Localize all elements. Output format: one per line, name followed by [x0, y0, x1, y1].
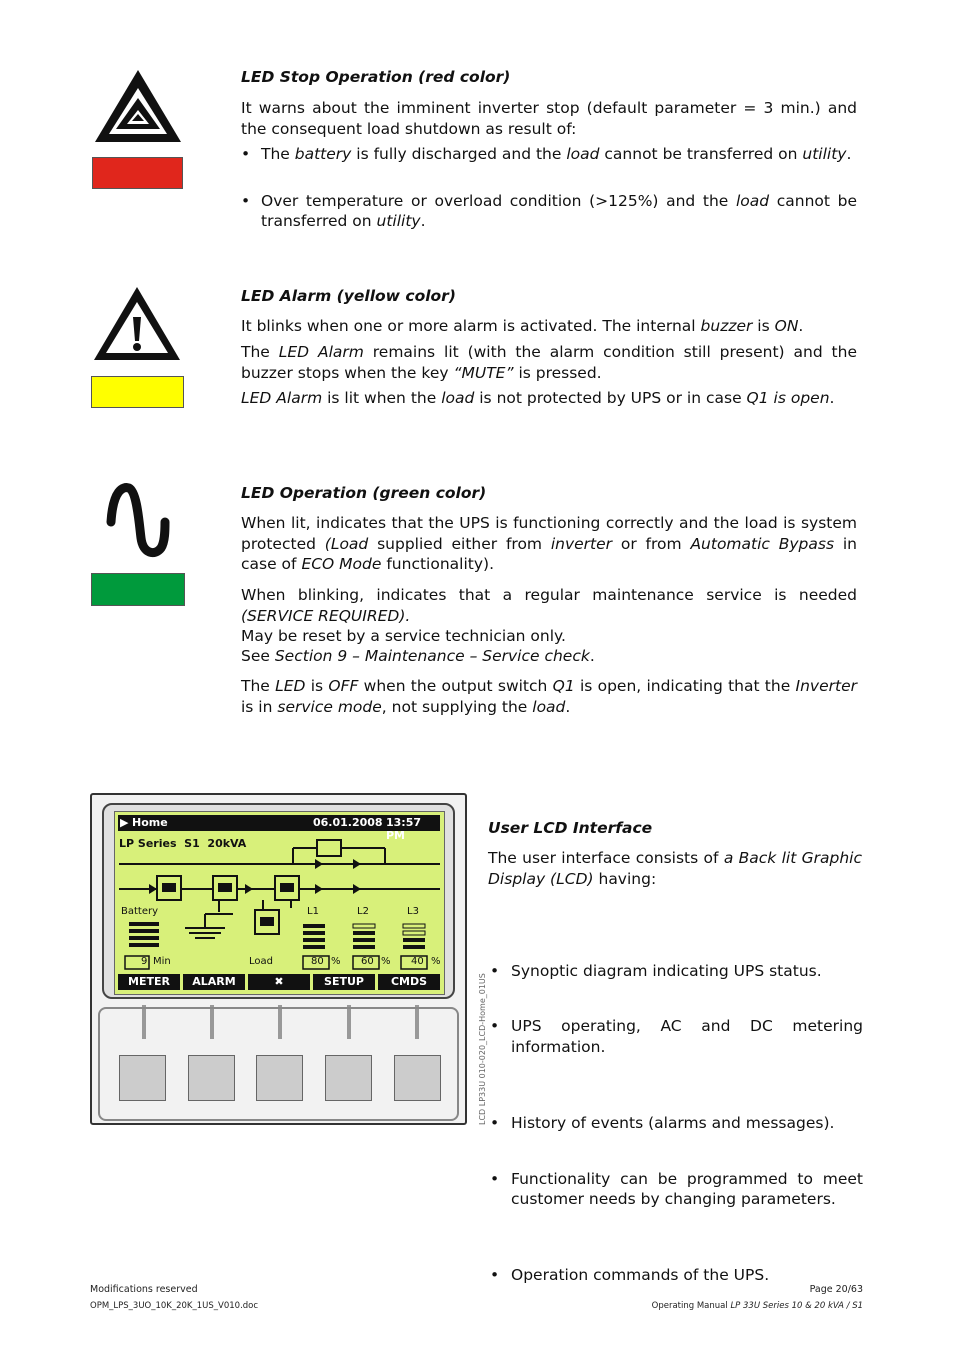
lcd-time: 13:57 PM: [386, 816, 422, 842]
alarm-exclamation-icon: [92, 285, 182, 362]
softkey-alarm: ALARM: [183, 974, 245, 990]
lcd-bullet-2: • UPS operating, AC and DC metering information.: [490, 1016, 863, 1057]
lcd-bullet-3: • History of events (alarms and messages).: [490, 1113, 863, 1134]
softkey-meter: METER: [118, 974, 180, 990]
green-led-swatch: [91, 573, 185, 606]
lcd-load1-unit: %: [331, 956, 341, 967]
lcd-load3-value: 40: [411, 956, 424, 967]
lcd-screen: [114, 811, 445, 995]
lcd-unit: S1: [184, 837, 200, 850]
lcd-l3-label: L3: [407, 906, 419, 917]
red-led-swatch: [92, 157, 183, 189]
lcd-key-1[interactable]: [119, 1055, 166, 1101]
alarm-paragraph-3: LED Alarm is lit when the load is not protected by UPS or in case Q1 is open.: [241, 389, 835, 407]
lcd-minutes-value: 9: [141, 956, 148, 967]
lcd-rating: 20kVA: [207, 837, 247, 850]
lcd-figure-caption: LCD LP33U 010-020_LCD-Home_01US: [478, 973, 487, 1125]
lcd-l2-label: L2: [357, 906, 369, 917]
operation-paragraph-2: When blinking, indicates that a regular maintenance service is needed (SERVICE REQUIRED).: [241, 586, 857, 625]
lcd-min-unit: Min: [153, 956, 171, 967]
stop-heading: LED Stop Operation (red color): [241, 68, 511, 86]
footer-filename: OPM_LPS_3UO_10K_20K_1US_V010.doc: [90, 1301, 259, 1311]
alarm-heading: LED Alarm (yellow color): [241, 287, 456, 305]
stop-warning-icon: [93, 68, 183, 144]
lcd-load1-value: 80: [311, 956, 324, 967]
lcd-bullet-1: • Synoptic diagram indicating UPS status.: [490, 961, 863, 982]
operation-paragraph-4: See Section 9 – Maintenance – Service check.: [241, 647, 595, 665]
lcd-key-2[interactable]: [188, 1055, 235, 1101]
lcd-load2-value: 60: [361, 956, 374, 967]
stop-bullet-2: • Over temperature or overload condition (>125%) and the load cannot be transferred on utility.: [241, 191, 857, 232]
lcd-home-label: Home: [132, 816, 168, 829]
mute-speaker-icon: ✖: [274, 975, 284, 988]
operation-paragraph-3: May be reset by a service technician only.: [241, 627, 566, 645]
alarm-paragraph-2: The LED Alarm remains lit (with the alarm condition still present) and the buzzer stops when the key “MUTE” is pressed.: [241, 343, 857, 382]
lcd-key-4[interactable]: [325, 1055, 372, 1101]
lcd-load-label: Load: [249, 956, 273, 967]
lcd-l1-label: L1: [307, 906, 319, 917]
footer-modifications: Modifications reserved: [90, 1284, 198, 1295]
lcd-key-3[interactable]: [256, 1055, 303, 1101]
stop-bullet-1: • The battery is fully discharged and the load cannot be transferred on utility.: [241, 144, 857, 165]
lcd-panel-figure: [90, 793, 467, 1125]
home-arrow-icon: ▶: [120, 816, 129, 829]
lcd-load2-unit: %: [381, 956, 391, 967]
lcd-key-5[interactable]: [394, 1055, 441, 1101]
footer-manual-title: Operating Manual LP 33U Series 10 & 20 kVA / S1: [651, 1301, 863, 1311]
operation-paragraph-1: When lit, indicates that the UPS is functioning correctly and the load is system protected (Load supplied either from inverter or from Automatic Bypass in case of ECO Mode functionality).: [241, 514, 857, 573]
lcd-bullet-4: • Functionality can be programmed to meet customer needs by changing parameters.: [490, 1169, 863, 1210]
operation-heading: LED Operation (green color): [241, 484, 487, 502]
sine-wave-icon: [103, 482, 173, 558]
softkey-setup: SETUP: [313, 974, 375, 990]
lcd-load3-unit: %: [431, 956, 441, 967]
softkey-cmds: CMDS: [378, 974, 440, 990]
stop-paragraph: It warns about the imminent inverter stop (default parameter = 3 min.) and the consequent load shutdown as result of:: [241, 99, 857, 138]
operation-paragraph-5: The LED is OFF when the output switch Q1 is open, indicating that the Inverter is in service mode, not supplying the load.: [241, 677, 857, 716]
lcd-model: LP Series: [119, 837, 177, 850]
lcd-paragraph: The user interface consists of a Back lit Graphic Display (LCD) having:: [488, 849, 862, 888]
softkey-mute: [248, 974, 310, 990]
lcd-softkey-bar: [118, 974, 440, 990]
alarm-paragraph-1: It blinks when one or more alarm is activated. The internal buzzer is ON.: [241, 317, 804, 335]
lcd-bullet-5: • Operation commands of the UPS.: [490, 1265, 863, 1286]
footer-page-number: Page 20/63: [809, 1284, 863, 1295]
lcd-heading: User LCD Interface: [488, 819, 653, 837]
lcd-battery-label: Battery: [121, 906, 159, 917]
lcd-date: 06.01.2008: [313, 816, 383, 829]
yellow-led-swatch: [91, 376, 184, 408]
